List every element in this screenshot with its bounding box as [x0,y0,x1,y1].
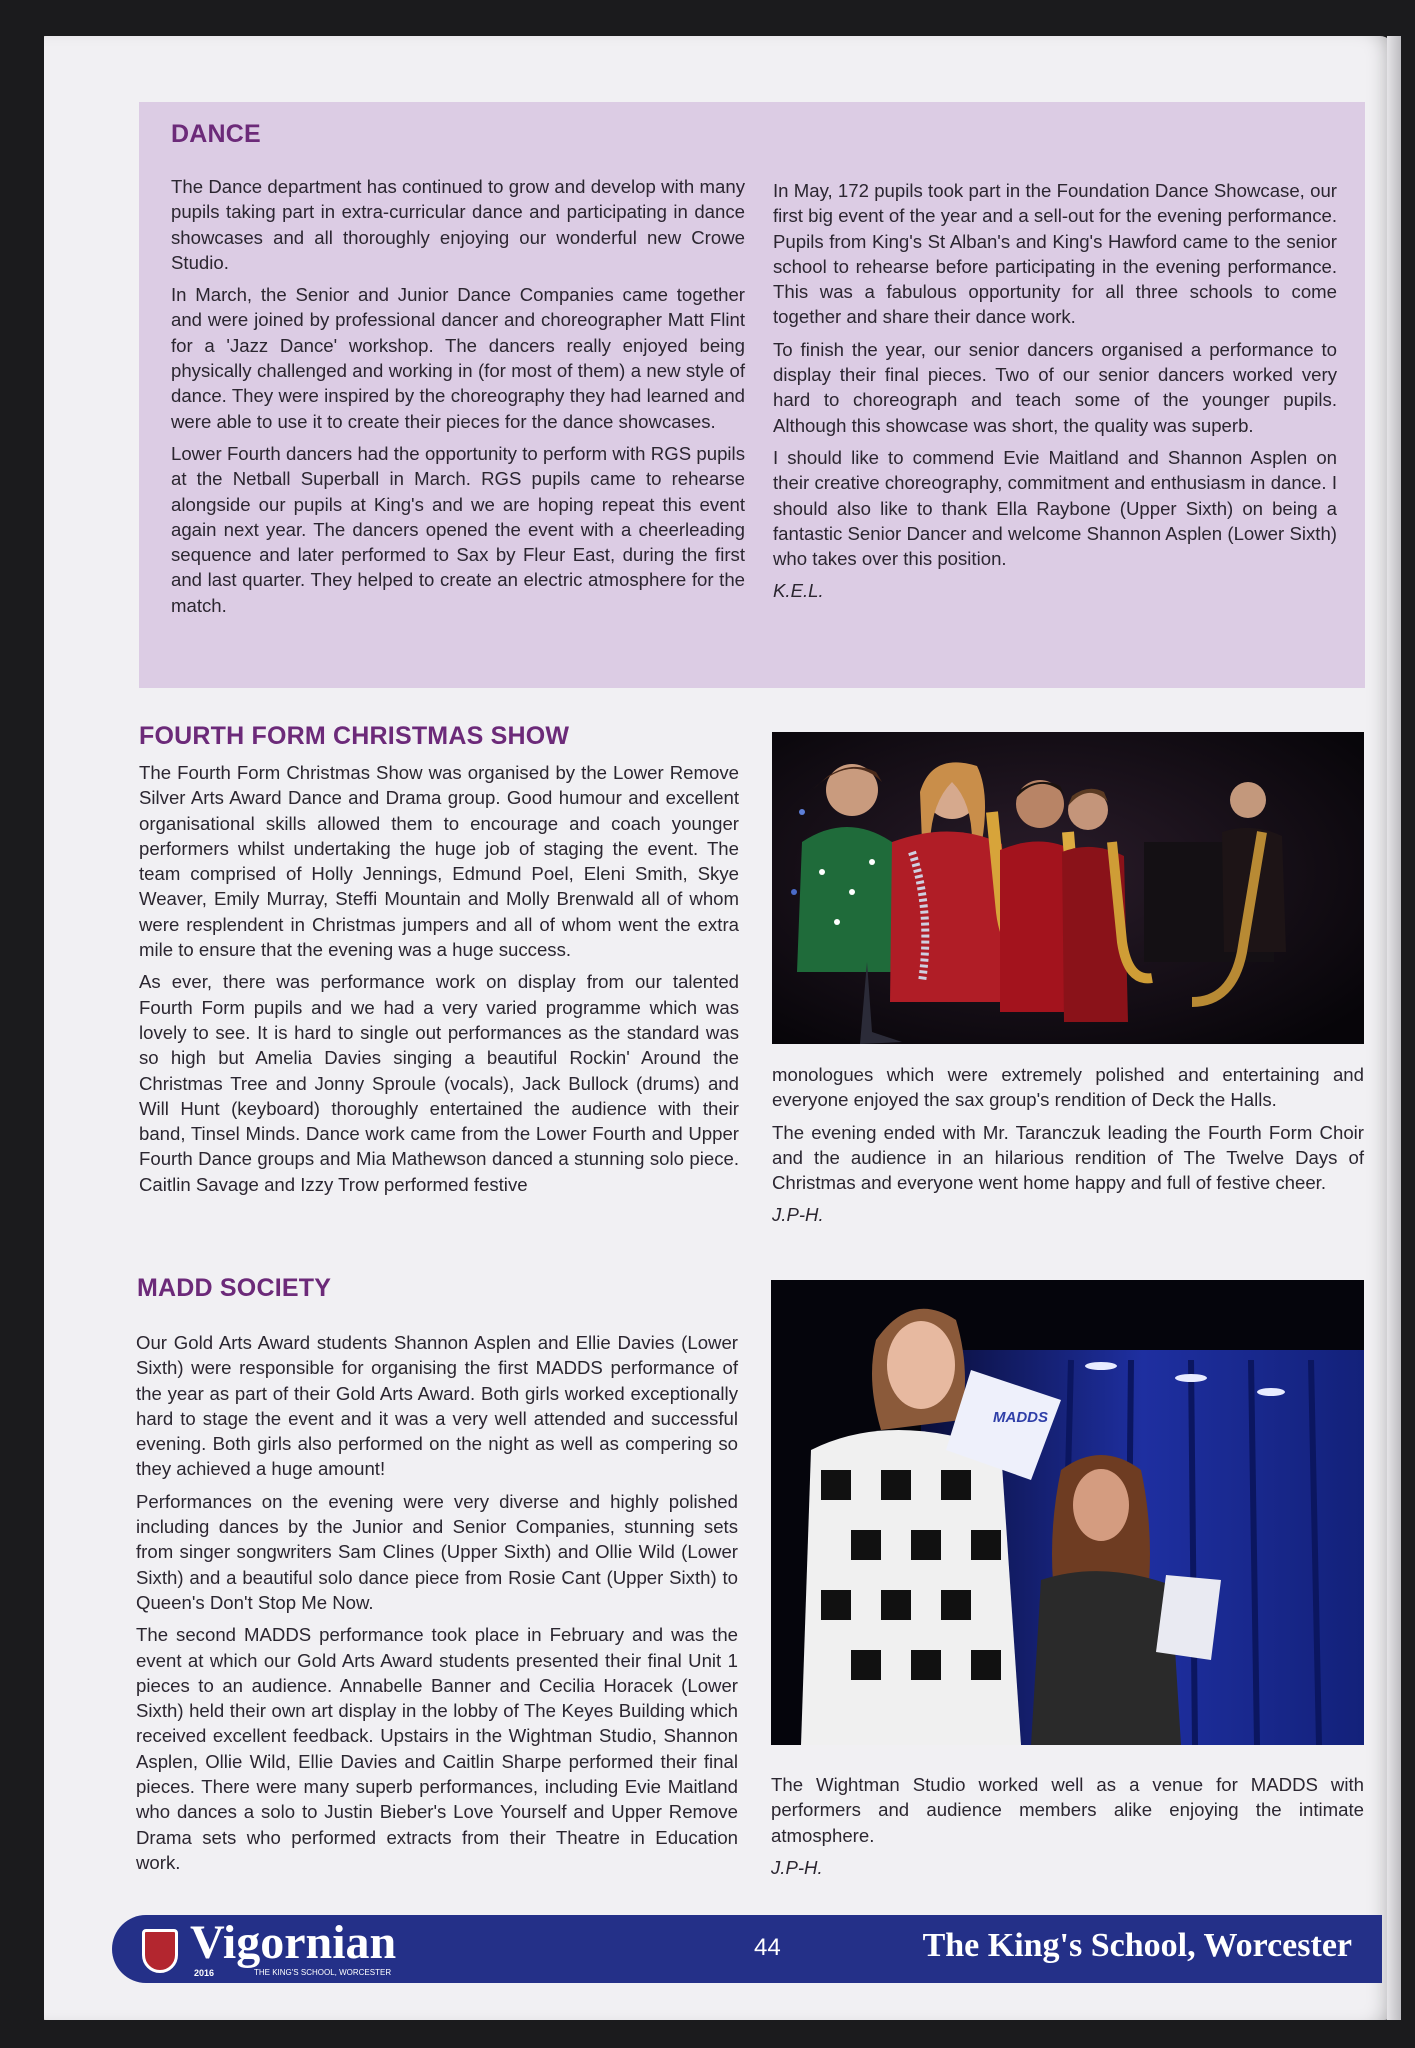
signature: J.P-H. [771,1856,823,1878]
paragraph: The second MADDS performance took place in February and was the event at which our Gold Arts Award students presented their final Unit 1 pieces to an audience. Annabelle Banner and Cecilia Horacek (Lower Sixth) held their own art display in the lobby of The Keyes Building which received excellent feedback. Upstairs in the Wightman Studio, Shannon Asplen, Ollie Wild, Ellie Davies and Caitlin Sharpe performed their final pieces. There were many superb performances, including Evie Maitland who dances a solo to Justin Bieber's Love Yourself and Upper Remove Drama sets who performed extracts from their Theatre in Education work. [136,1624,738,1873]
paragraph: To finish the year, our senior dancers organised a performance to display their final pieces. Two of our senior dancers worked very hard to choreograph and teach some of the younger pupils. Although this showcase was short, the quality was superb. [773,338,1337,436]
christmas-right-column [772,1062,1364,1235]
signature: K.E.L. [773,580,824,602]
school-crest-icon [142,1929,178,1973]
saxophone-ensemble-photo [772,732,1364,1044]
christmas-heading: FOURTH FORM CHRISTMAS SHOW [139,722,570,750]
paragraph: The Dance department has continued to grow and develop with many pupils taking part in extra-curricular dance and participating in dance showcases and all thoroughly enjoying our wonderful new Crowe Studio. [171,176,745,273]
paragraph: Lower Fourth dancers had the opportunity to perform with RGS pupils at the Netball Superball in March. RGS pupils came to rehearse alongside our pupils at King's and we are hoping repeat this event again next year. The dancers opened the event with a cheerleading sequence and later performed to Sax by Fleur East, during the first and last quarter. They helped to create an electric atmosphere for the match. [171,442,745,616]
christmas-left-column [139,760,739,1204]
paragraph: In March, the Senior and Junior Dance Companies came together and were joined by professional dancer and choreographer Matt Flint for a 'Jazz Dance' workshop. The dancers really enjoyed being physically challenged and working in (for most of them) a new style of dance. They were inspired by the choreography they had learned and were able to use it to create their pieces for the dance showcases. [171,284,745,432]
dance-section [139,102,1365,688]
logo-subtitle: THE KING'S SCHOOL, WORCESTER [254,1968,392,1977]
programme-text: MADDS [993,1409,1048,1426]
page-edge-shadow [1387,36,1401,2020]
madd-right-column [771,1772,1364,1887]
paragraph: The evening ended with Mr. Taranczuk leading the Fourth Form Choir and the audience in an hilarious rendition of The Twelve Days of Christmas and everyone went home happy and full of festive cheer. [772,1121,1364,1194]
paragraph: Our Gold Arts Award students Shannon Asplen and Ellie Davies (Lower Sixth) were responsible for organising the first MADDS performance of the year as part of their Gold Arts Award. Both girls worked exceptionally hard to stage the event and it was a very well attended and successful evening. Both girls also performed on the night as well as compering so they achieved a huge amount! [136,1332,738,1480]
paragraph: In May, 172 pupils took part in the Foundation Dance Showcase, our first big event of the year and a sell-out for the evening performance. Pupils from King's St Alban's and King's Hawford came to the senior school to rehearse before participating in the evening performance. This was a fabulous opportunity for all three schools to come together and share their dance work. [773,180,1337,328]
madd-heading: MADD SOCIETY [137,1274,332,1302]
school-name: The King's School, Worcester [922,1927,1352,1964]
page-number: 44 [754,1934,781,1961]
logo-year: 2016 [194,1968,215,1978]
madds-performers-photo [771,1280,1364,1745]
paragraph: As ever, there was performance work on display from our talented Fourth Form pupils and we had a very varied programme which was lovely to see. It is hard to single out performances as the standard was so high but Amelia Davies singing a beautiful Rockin' Around the Christmas Tree and Jonny Sproule (vocals), Jack Bullock (drums) and Will Hunt (keyboard) thoroughly entertained the audience with their band, Tinsel Minds. Dance work came from the Lower Fourth and Upper Fourth Dance groups and Mia Mathewson danced a stunning solo piece. Caitlin Savage and Izzy Trow performed festive [139,971,739,1195]
signature: J.P-H. [772,1204,824,1226]
paragraph: The Wightman Studio worked well as a venue for MADDS with performers and audience members alike enjoying the intimate atmosphere. [771,1774,1364,1846]
saxophone-ensemble-image [772,732,1364,1044]
logo-wordmark: Vigornian [190,1916,397,1969]
madd-left-column [136,1330,738,1882]
paragraph: I should like to commend Evie Maitland and Shannon Asplen on their creative choreography, commitment and enthusiasm in dance. I should also like to thank Ella Raybone (Upper Sixth) on being a fantastic Senior Dancer and welcome Shannon Asplen (Lower Sixth) who takes over this position. [773,446,1337,570]
dance-heading: DANCE [171,120,261,148]
paragraph: monologues which were extremely polished and entertaining and everyone enjoyed the sax group's rendition of Deck the Halls. [772,1064,1364,1111]
paragraph: Performances on the evening were very diverse and highly polished including dances by the Junior and Senior Companies, stunning sets from singer songwriters Sam Clines (Upper Sixth) and Ollie Wild (Lower Sixth) and a beautiful solo dance piece from Rosie Cant (Upper Sixth) to Queen's Don't Stop Me Now. [136,1490,738,1613]
footer-band [112,1915,1382,1983]
dance-right-column [773,178,1337,611]
dance-left-column [171,174,745,625]
madds-performers-image [771,1280,1364,1745]
paragraph: The Fourth Form Christmas Show was organised by the Lower Remove Silver Arts Award Dance and Drama group. Good humour and excellent organisational skills allowed them to encourage and coach younger performers whilst undertaking the huge job of staging the event. The team comprised of Holly Jennings, Edmund Poel, Eleni Smith, Skye Weaver, Emily Murray, Steffi Mountain and Molly Brenwald all of whom were resplendent in Christmas jumpers and all of whom went the extra mile to ensure that the evening was a huge success. [139,762,739,961]
